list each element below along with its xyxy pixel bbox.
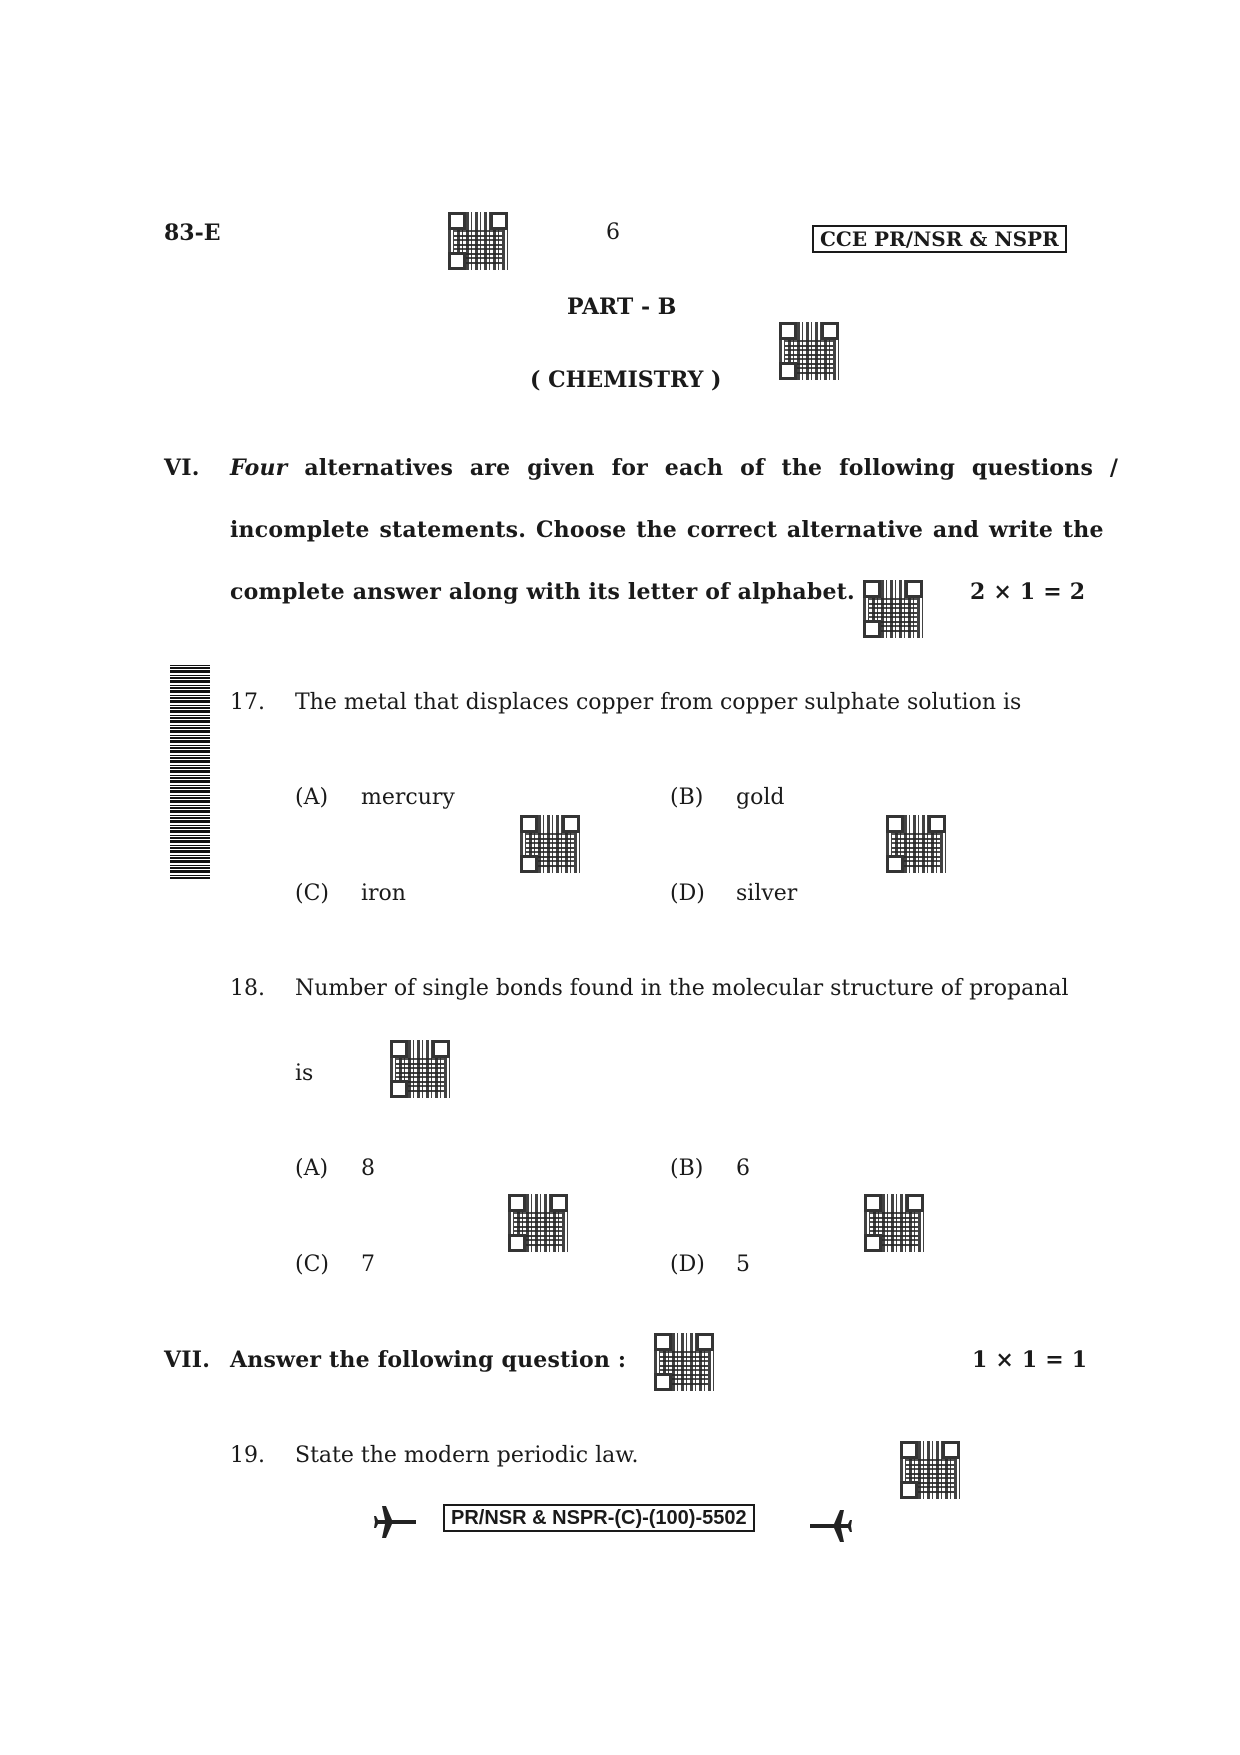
qr-code-icon bbox=[520, 815, 580, 873]
question-number: 17. bbox=[230, 690, 265, 715]
option-text: silver bbox=[736, 881, 798, 906]
section-vi-instruction-line1 bbox=[230, 455, 1119, 481]
instruction-line1-text: alternatives are given for each of the following questions / bbox=[287, 455, 1119, 481]
option-text: mercury bbox=[361, 785, 455, 810]
section-vii-number: VII. bbox=[164, 1347, 211, 1373]
option-letter: (D) bbox=[670, 1252, 705, 1277]
section-vi-instruction-line3: complete answer along with its letter of alphabet. bbox=[230, 579, 855, 605]
qr-code-icon bbox=[508, 1194, 568, 1252]
page-number: 6 bbox=[606, 220, 620, 245]
question-number: 18. bbox=[230, 976, 265, 1001]
airplane-icon bbox=[808, 1504, 852, 1548]
question-number: 19. bbox=[230, 1443, 265, 1468]
option-text: gold bbox=[736, 785, 785, 810]
section-vi-instruction-line2: incomplete statements. Choose the correct alternative and write the bbox=[230, 517, 1104, 543]
qr-code-icon bbox=[654, 1333, 714, 1391]
qr-code-icon bbox=[390, 1040, 450, 1098]
section-vii-marks: 1 × 1 = 1 bbox=[972, 1347, 1088, 1373]
qr-code-icon bbox=[448, 212, 508, 270]
barcode-icon bbox=[170, 664, 210, 879]
section-vii-instruction: Answer the following question : bbox=[230, 1347, 627, 1373]
footer-code-box: PR/NSR & NSPR-(C)-(100)-5502 bbox=[443, 1504, 755, 1532]
qr-code-icon bbox=[900, 1441, 960, 1499]
airplane-icon bbox=[374, 1500, 418, 1544]
option-text: 5 bbox=[736, 1252, 750, 1277]
option-letter: (D) bbox=[670, 881, 705, 906]
subject-title: ( CHEMISTRY ) bbox=[530, 367, 722, 393]
exam-label-box: CCE PR/NSR & NSPR bbox=[812, 225, 1067, 253]
section-vi-number: VI. bbox=[164, 455, 200, 481]
option-letter: (C) bbox=[295, 1252, 329, 1277]
option-text: iron bbox=[361, 881, 406, 906]
qr-code-icon bbox=[864, 1194, 924, 1252]
option-letter: (A) bbox=[295, 1156, 329, 1181]
option-text: 6 bbox=[736, 1156, 750, 1181]
option-letter: (C) bbox=[295, 881, 329, 906]
option-letter: (B) bbox=[670, 1156, 704, 1181]
option-text: 7 bbox=[361, 1252, 375, 1277]
qr-code-icon bbox=[779, 322, 839, 380]
question-text: State the modern periodic law. bbox=[295, 1443, 639, 1468]
question-text: Number of single bonds found in the molecular structure of propanal bbox=[295, 976, 1069, 1001]
part-title: PART - B bbox=[567, 294, 677, 320]
section-vi-marks: 2 × 1 = 2 bbox=[970, 579, 1086, 605]
question-text: The metal that displaces copper from copper sulphate solution is bbox=[295, 690, 1022, 715]
qr-code-icon bbox=[863, 580, 923, 638]
option-letter: (A) bbox=[295, 785, 329, 810]
qr-code-icon bbox=[886, 815, 946, 873]
instruction-emphasis: Four bbox=[230, 455, 288, 481]
paper-code: 83-E bbox=[164, 220, 221, 246]
question-text-continued: is bbox=[295, 1061, 314, 1086]
option-letter: (B) bbox=[670, 785, 704, 810]
option-text: 8 bbox=[361, 1156, 375, 1181]
